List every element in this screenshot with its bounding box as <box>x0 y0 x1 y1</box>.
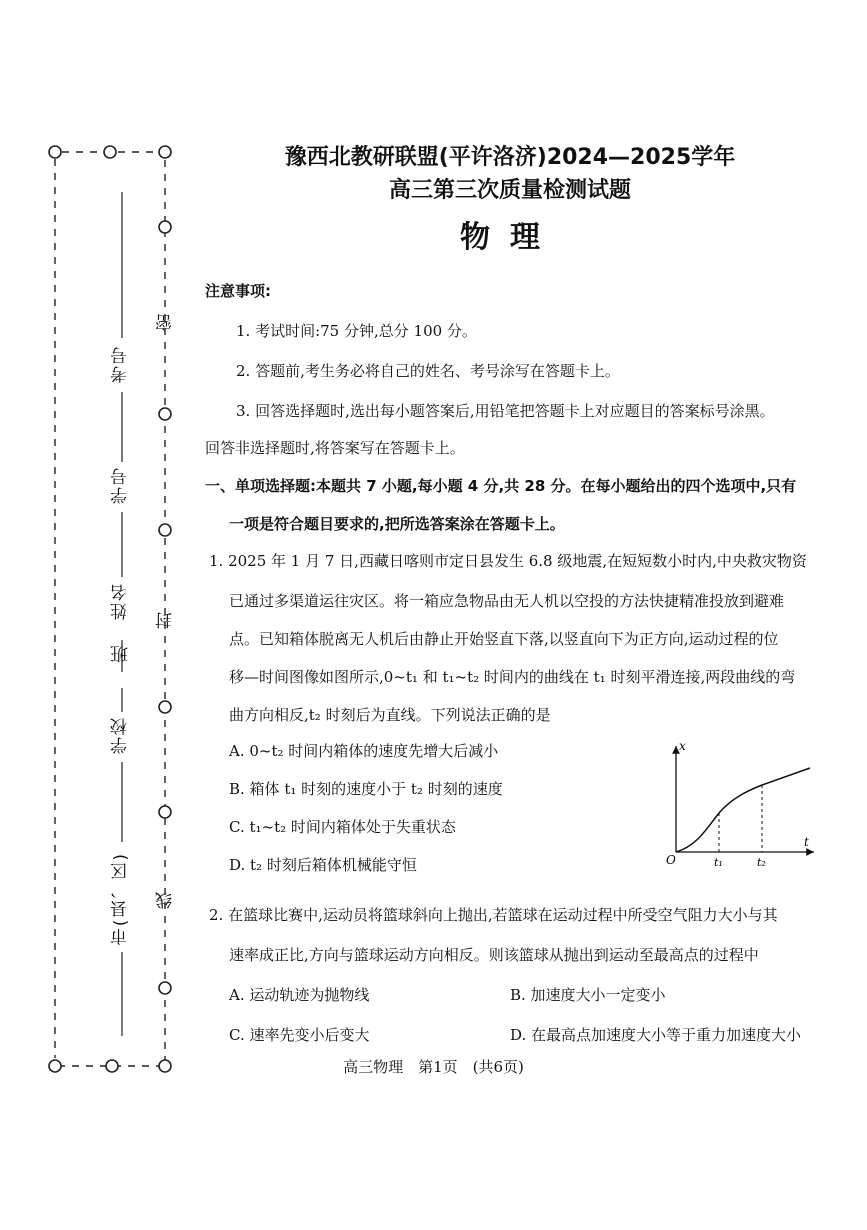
graph-origin-label: O <box>666 853 676 867</box>
graph-curve <box>676 768 810 852</box>
question-1-option-c: C. t₁~t₂ 时间内箱体处于失重状态 <box>229 818 456 836</box>
binding-hole <box>159 806 171 818</box>
section-heading-cont: 一项是符合题目要求的,把所选答案涂在答题卡上。 <box>229 515 565 533</box>
question-2-text: 2. 在篮球比赛中,运动员将篮球斜向上抛出,若篮球在运动过程中所受空气阻力大小与其 <box>209 906 778 924</box>
notice-item: 1. 考试时间:75 分钟,总分 100 分。 <box>236 322 477 340</box>
question-1-text: 曲方向相反,t₂ 时刻后为直线。下列说法正确的是 <box>229 706 551 724</box>
notice-item: 2. 答题前,考生务必将自己的姓名、考号涂写在答题卡上。 <box>236 362 620 380</box>
displacement-time-graph <box>662 738 822 873</box>
binding-hole <box>159 701 171 713</box>
exam-title-line2: 高三第三次质量检测试题 <box>388 178 631 203</box>
page-footer: 高三物理 第1页 (共6页) <box>343 1058 524 1076</box>
question-1-text: 移—时间图像如图所示,0~t₁ 和 t₁~t₂ 时间内的曲线在 t₁ 时刻平滑连接,两段曲线的弯 <box>229 668 796 686</box>
binding-hole <box>159 408 171 420</box>
exam-title-line1: 豫西北教研联盟(平许洛济)2024—2025学年 <box>284 145 736 170</box>
question-2-option-b: B. 加速度大小一定变小 <box>510 986 666 1004</box>
seal-char-mid: 封 <box>156 610 176 629</box>
student-no-label: 学号 <box>111 466 131 504</box>
graph-y-label: x <box>679 739 686 753</box>
seal-char-bottom: 线 <box>156 890 176 909</box>
graph-t1-label: t₁ <box>714 856 723 869</box>
notice-item: 回答非选择题时,将答案写在答题卡上。 <box>205 439 465 457</box>
question-2-text: 速率成正比,方向与篮球运动方向相反。则该篮球从抛出到运动至最高点的过程中 <box>229 946 759 964</box>
binding-hole <box>159 524 171 536</box>
graph-x-label: t <box>804 835 809 849</box>
class-label: 班 <box>110 643 131 663</box>
question-1-text: 已通过多渠道运往灾区。将一箱应急物品由无人机以空投的方法快捷精准投放到避难 <box>229 592 785 610</box>
section-heading: 一、单项选择题:本题共 7 小题,每小题 4 分,共 28 分。在每小题给出的四个选项中,只有 <box>205 477 797 495</box>
question-1-text: 1. 2025 年 1 月 7 日,西藏日喀则市定日县发生 6.8 级地震,在短短数小时内,中央救灾物资 <box>209 552 807 570</box>
question-2-option-d: D. 在最高点加速度大小等于重力加速度大小 <box>510 1026 802 1044</box>
exam-no-label: 考号 <box>111 345 131 383</box>
name-label: 姓名 <box>111 582 131 620</box>
question-1-text: 点。已知箱体脱离无人机后由静止开始竖直下落,以竖直向下为正方向,运动过程的位 <box>229 630 779 648</box>
question-1-option-b: B. 箱体 t₁ 时刻的速度小于 t₂ 时刻的速度 <box>229 780 503 798</box>
subject-title: 物理 <box>460 220 560 255</box>
question-1-option-a: A. 0~t₂ 时间内箱体的速度先增大后减小 <box>229 742 499 760</box>
city-label: 市(县、区) <box>111 852 131 946</box>
notice-heading: 注意事项: <box>205 282 271 300</box>
seal-char-top: 密 <box>156 312 176 331</box>
binding-hole <box>159 982 171 994</box>
school-label: 学校 <box>111 716 131 754</box>
question-2-option-a: A. 运动轨迹为抛物线 <box>229 986 370 1004</box>
question-2-option-c: C. 速率先变小后变大 <box>229 1026 370 1044</box>
graph-t2-label: t₂ <box>757 856 766 869</box>
question-1-option-d: D. t₂ 时刻后箱体机械能守恒 <box>229 856 417 874</box>
notice-item: 3. 回答选择题时,选出每小题答案后,用铅笔把答题卡上对应题目的答案标号涂黑。 <box>236 402 775 420</box>
